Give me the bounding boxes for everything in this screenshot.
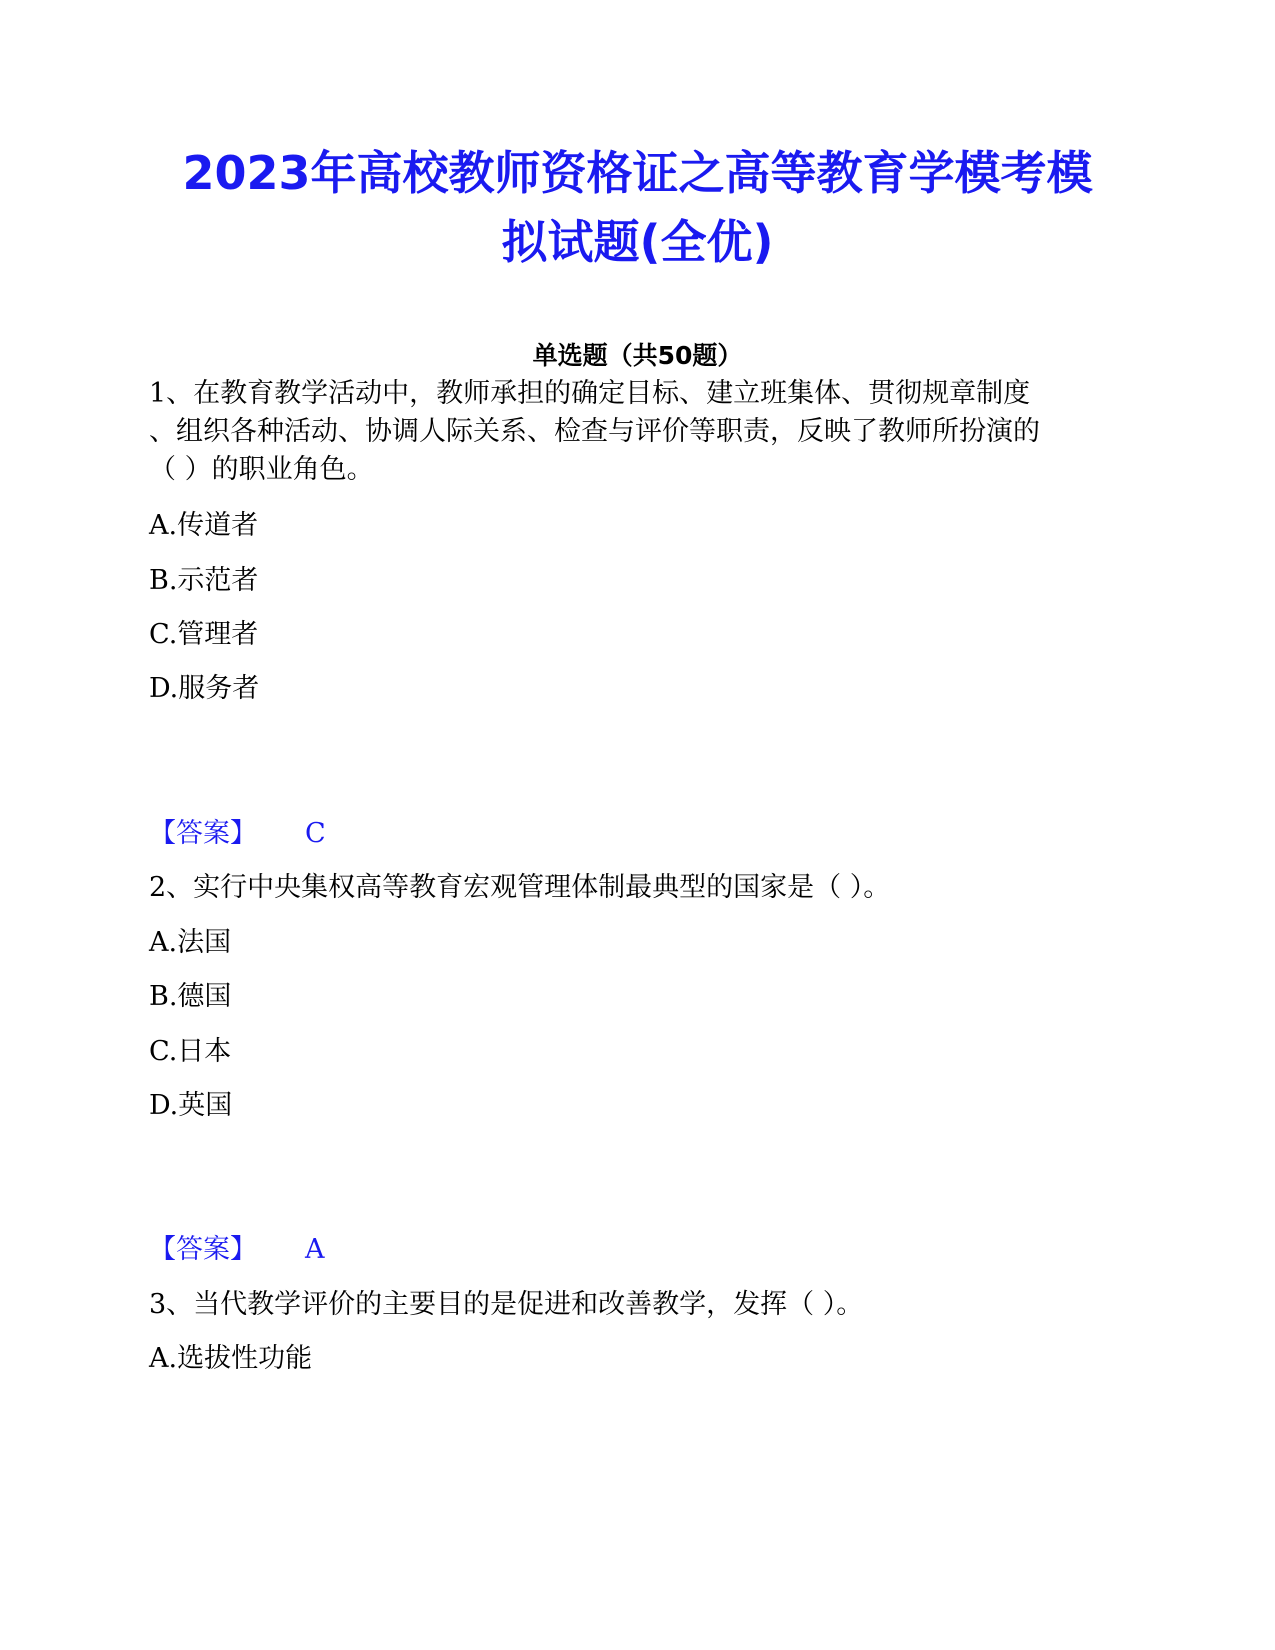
question-3-option-a: A.选拔性功能: [149, 1343, 313, 1374]
question-2-option-d: D.英国: [149, 1090, 233, 1121]
question-2-option-a: A.法国: [149, 927, 232, 958]
question-3-stem-line-1: 3、当代教学评价的主要目的是促进和改善教学，发挥（ ）。: [149, 1289, 864, 1320]
question-1-stem-line-3: （ ）的职业角色。: [149, 454, 374, 485]
answer-label: 【答案】: [149, 1234, 257, 1265]
answer-value: C: [305, 818, 326, 849]
question-1-stem-line-1: 1、在教育教学活动中，教师承担的确定目标、建立班集体、贯彻规章制度: [149, 378, 1031, 409]
question-1-option-b: B.示范者: [149, 565, 259, 596]
question-1-stem-line-2: 、组织各种活动、协调人际关系、检查与评价等职责，反映了教师所扮演的: [149, 416, 1040, 447]
question-2-option-c: C.日本: [149, 1036, 232, 1067]
question-1-option-c: C.管理者: [149, 619, 259, 650]
question-2-stem-line-1: 2、实行中央集权高等教育宏观管理体制最典型的国家是（ ）。: [149, 872, 891, 903]
answer-label: 【答案】: [149, 818, 257, 849]
question-1-option-d: D.服务者: [149, 673, 260, 704]
question-1-option-a: A.传道者: [149, 510, 259, 541]
document-title-line-1: 2023年高校教师资格证之高等教育学模考模: [182, 146, 1093, 200]
question-2-option-b: B.德国: [149, 981, 232, 1012]
answer-value: A: [305, 1234, 325, 1265]
document-title-line-2: 拟试题(全优): [501, 215, 774, 269]
section-heading: 单选题（共50题）: [532, 341, 743, 370]
question-1-answer: [149, 816, 326, 852]
question-2-answer: [149, 1232, 325, 1268]
